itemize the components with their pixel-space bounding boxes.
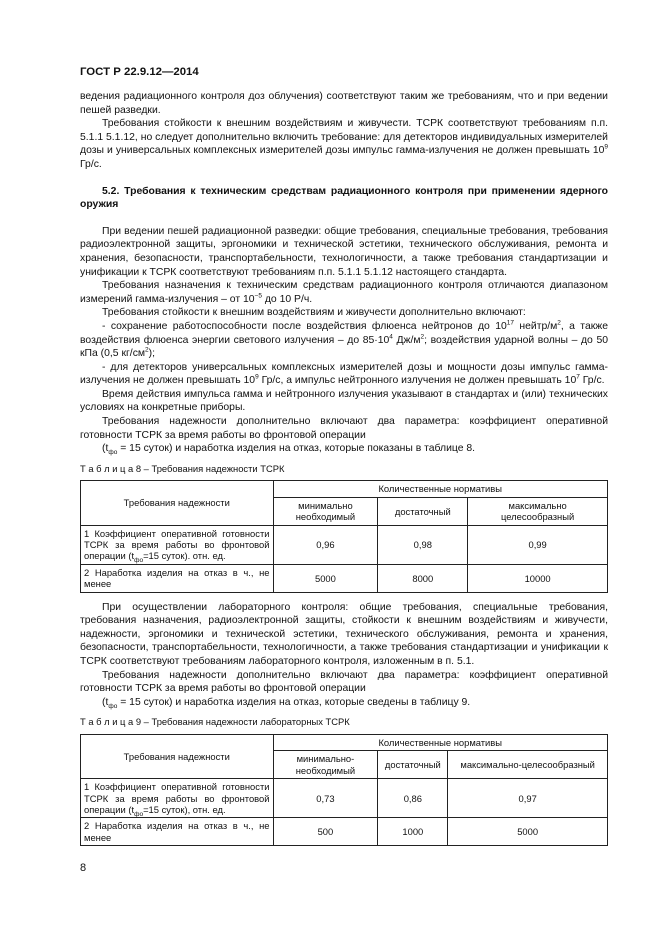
column-group-header: Количественные нормативы	[273, 481, 608, 497]
table-cell: 0,86	[378, 779, 448, 818]
row-label: 2 Наработка изделия на отказ в ч., не менее	[81, 818, 274, 846]
column-header: достаточный	[378, 497, 468, 525]
text: Требования стойкости к внешним воздействиям и живучести. ТСРК соответствуют требованиям п.п. 5.1.1 5.1.12, но следует дополнительно включить требование: для детекторов индивидуальных измерителей дозы и универсальных комплексных измерителей дозы импульс гамма-излучения не должен превышать 10	[80, 118, 608, 157]
subscript: фо	[108, 702, 118, 710]
text: - сохранение работоспособности после воздействия флюенса нейтронов до 10	[102, 320, 507, 332]
paragraph: Требования надежности дополнительно включают два параметра: коэффициент оперативной готовности ТСРК за время работы во фронтовой операции	[80, 416, 608, 441]
text: 1 Коэффициент оперативной готовности ТСРК за время работы во фронтовой операции (t	[84, 781, 270, 816]
table-caption	[80, 462, 608, 476]
paragraph: Время действия импульса гамма и нейтронного излучения указывают в стандартах и (или) технических условиях на конкретные приборы.	[80, 388, 608, 414]
text: нейтр/м	[514, 320, 558, 332]
text: = 15 суток) и наработка изделия на отказ, которые показаны в таблице 8.	[117, 443, 476, 455]
caption-dash: –	[141, 716, 152, 728]
row-label	[81, 525, 274, 564]
caption-text: Требования надежности лабораторных ТСРК	[151, 716, 350, 728]
table-row	[81, 564, 608, 592]
exponent: 17	[506, 319, 514, 327]
paragraph: При ведении пешей радиационной разведки: общие требования, специальные требования, требования радиоэлектронной защиты, эргономики и технической эстетики, технического обслуживания, ремонта и хранения, безопасности, транспортабельности, технологичности, а также требования стандартизации и унификации к ТСРК соответствуют требованиям п.п. 5.1.1 5.1.12 настоящего стандарта.	[80, 225, 608, 278]
column-header: минимально необходимый	[273, 497, 378, 525]
text: Гр/с, а импульс нейтронного излучения не должен превышать 10	[258, 375, 577, 387]
paragraph: При осуществлении лабораторного контроля: общие требования, специальные требования, требования назначения, радиоэлектронной защиты, стойкости к внешним воздействиям и живучести, надежности, эргономики и технической эстетики, технического обслуживания, ремонта и хранения, безопасности, транспортабельности, технологичности, а также требования стандартизации и унификации к ТСРК соответствуют требованиям лабораторного контроля, изложенным в п. 5.1.	[80, 601, 608, 668]
text: ; воздействия ударной волны – до 50 кПа (0,5 кг/см	[80, 334, 609, 360]
table-cell: 500	[273, 818, 378, 846]
paragraph: Требования стойкости к внешним воздействиям и живучести дополнительно включают:	[102, 307, 526, 319]
caption-dash: –	[141, 462, 152, 474]
text: до 10 Р/ч.	[261, 293, 313, 305]
text: Требования назначения к техническим средствам радиационного контроля отличаются диапазоном измерений гамма-излучения – от 10	[80, 280, 608, 305]
table-cell: 1000	[378, 818, 448, 846]
exponent: 2	[145, 346, 149, 354]
paragraph	[80, 117, 608, 171]
exponent: 9	[604, 143, 608, 151]
table-cell: 8000	[378, 564, 468, 592]
subscript: фо	[134, 557, 144, 565]
row-label: 2 Наработка изделия на отказ в ч., не менее	[81, 564, 274, 592]
text: =15 суток). отн. ед.	[143, 550, 226, 562]
text: (t	[102, 443, 109, 455]
document-body	[80, 90, 608, 846]
table-cell: 0,97	[448, 779, 608, 818]
text: Дж/м	[392, 334, 421, 346]
subscript: фо	[134, 810, 144, 818]
table-9	[80, 734, 608, 846]
text: = 15 суток) и наработка изделия на отказ, которые сведены в таблицу 9.	[117, 696, 471, 708]
text: (t	[102, 696, 109, 708]
paragraph	[80, 361, 608, 388]
table-cell: 5000	[273, 564, 378, 592]
section-title: 5.2. Требования к техническим средствам радиационного контроля при применении ядерного оружия	[80, 185, 608, 211]
table-cell: 10000	[468, 564, 608, 592]
text: );	[148, 348, 156, 360]
table-cell: 0,73	[273, 779, 378, 818]
paragraph	[80, 696, 608, 710]
row-label	[81, 779, 274, 818]
subscript: фо	[108, 449, 118, 457]
text: - для детекторов универсальных комплексных измерителей дозы и мощности дозы импульс гамма-излучения не должен превышать 10	[80, 361, 608, 387]
exponent: 7	[576, 373, 580, 381]
caption-prefix: Т а б л и ц а 8	[80, 462, 142, 474]
exponent: 2	[557, 319, 561, 327]
paragraph	[80, 442, 608, 456]
text: =15 суток), отн. ед.	[143, 804, 226, 816]
table-row	[81, 818, 608, 846]
exponent: 4	[389, 333, 393, 341]
caption-text: Требования надежности ТСРК	[151, 462, 285, 474]
text: Гр/с.	[80, 158, 102, 170]
paragraph	[80, 320, 608, 361]
exponent: −5	[254, 292, 262, 300]
table-cell: 5000	[448, 818, 608, 846]
table-row	[81, 525, 608, 564]
column-header: максимально-целесообразный	[448, 751, 608, 779]
table-cell: 0,96	[273, 525, 378, 564]
table-header-row	[81, 735, 608, 751]
page-number: 8	[80, 862, 87, 874]
table-cell: 0,99	[468, 525, 608, 564]
table-8	[80, 480, 608, 592]
table-header-row	[81, 481, 608, 497]
text: 1 Коэффициент оперативной готовности ТСРК за время работы во фронтовой операции (t	[84, 527, 270, 562]
text: Гр/с.	[579, 375, 605, 387]
standard-header: ГОСТ Р 22.9.12—2014	[80, 66, 199, 78]
paragraph: Требования надежности дополнительно включают два параметра: коэффициент оперативной готовности ТСРК за время работы во фронтовой операции	[80, 669, 608, 695]
table-caption	[80, 715, 608, 729]
column-header: минимально-необходимый	[273, 751, 378, 779]
column-group-header: Количественные нормативы	[273, 735, 608, 751]
caption-prefix: Т а б л и ц а 9	[80, 716, 142, 728]
column-header: максимально целесообразный	[468, 497, 608, 525]
column-header: Требования надежности	[81, 735, 274, 779]
exponent: 2	[420, 333, 425, 341]
table-cell: 0,98	[378, 525, 468, 564]
column-header: Требования надежности	[81, 481, 274, 525]
paragraph: ведения радиационного контроля доз облучения) соответствуют таким же требованиям, что и при ведении пешей разведки.	[80, 91, 608, 116]
column-header: достаточный	[378, 751, 448, 779]
paragraph	[80, 279, 608, 306]
text: , а также воздействия флюенса энергии светового излучения – до 85·10	[80, 320, 609, 346]
exponent: 9	[255, 373, 259, 381]
table-row	[81, 779, 608, 818]
